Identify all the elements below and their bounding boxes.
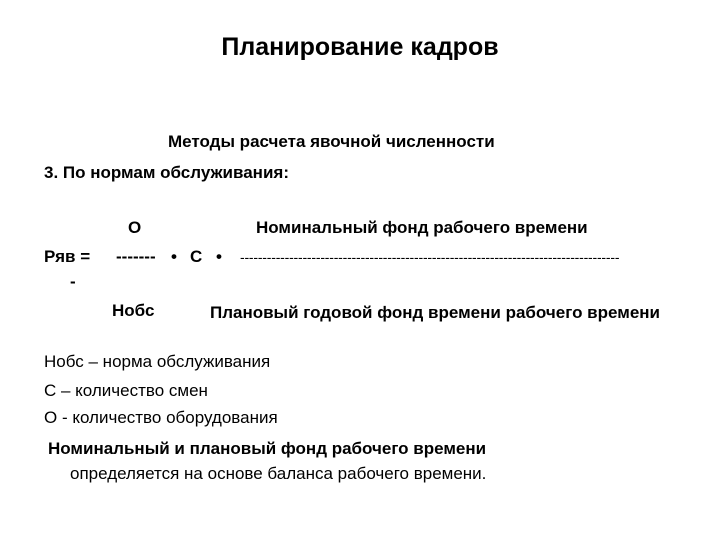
- method-heading: 3. По нормам обслуживания:: [44, 163, 289, 182]
- definition-o: О - количество оборудования: [44, 408, 278, 427]
- definition-c: С – количество смен: [44, 381, 208, 400]
- formula-denominator-nobs: Нобс: [112, 301, 155, 320]
- note-line-2: определяется на основе баланса рабочего времени.: [70, 464, 487, 483]
- fraction-line-long: -------------------------------------------------------------------------------------: [240, 249, 620, 265]
- multiply-dot-2: •: [216, 247, 222, 266]
- formula-denominator-fund: Плановый годовой фонд времени рабочего времени: [209, 303, 660, 322]
- page-title: Планирование кадров: [221, 33, 499, 61]
- formula-numerator-fund: Номинальный фонд рабочего времени: [256, 218, 588, 237]
- section-subtitle: Методы расчета явочной численности: [168, 132, 495, 151]
- multiply-dot-1: •: [171, 247, 177, 266]
- formula-lhs: Ряв =: [44, 247, 91, 266]
- fraction-line-short: -------: [116, 247, 156, 266]
- formula-factor-c: С: [190, 247, 203, 266]
- note-line-1: Номинальный и плановый фонд рабочего времени: [48, 439, 487, 458]
- formula-numerator-o: О: [128, 218, 142, 237]
- formula-lhs-wrap: -: [70, 272, 76, 291]
- definition-nobs: Нобс – норма обслуживания: [44, 352, 271, 371]
